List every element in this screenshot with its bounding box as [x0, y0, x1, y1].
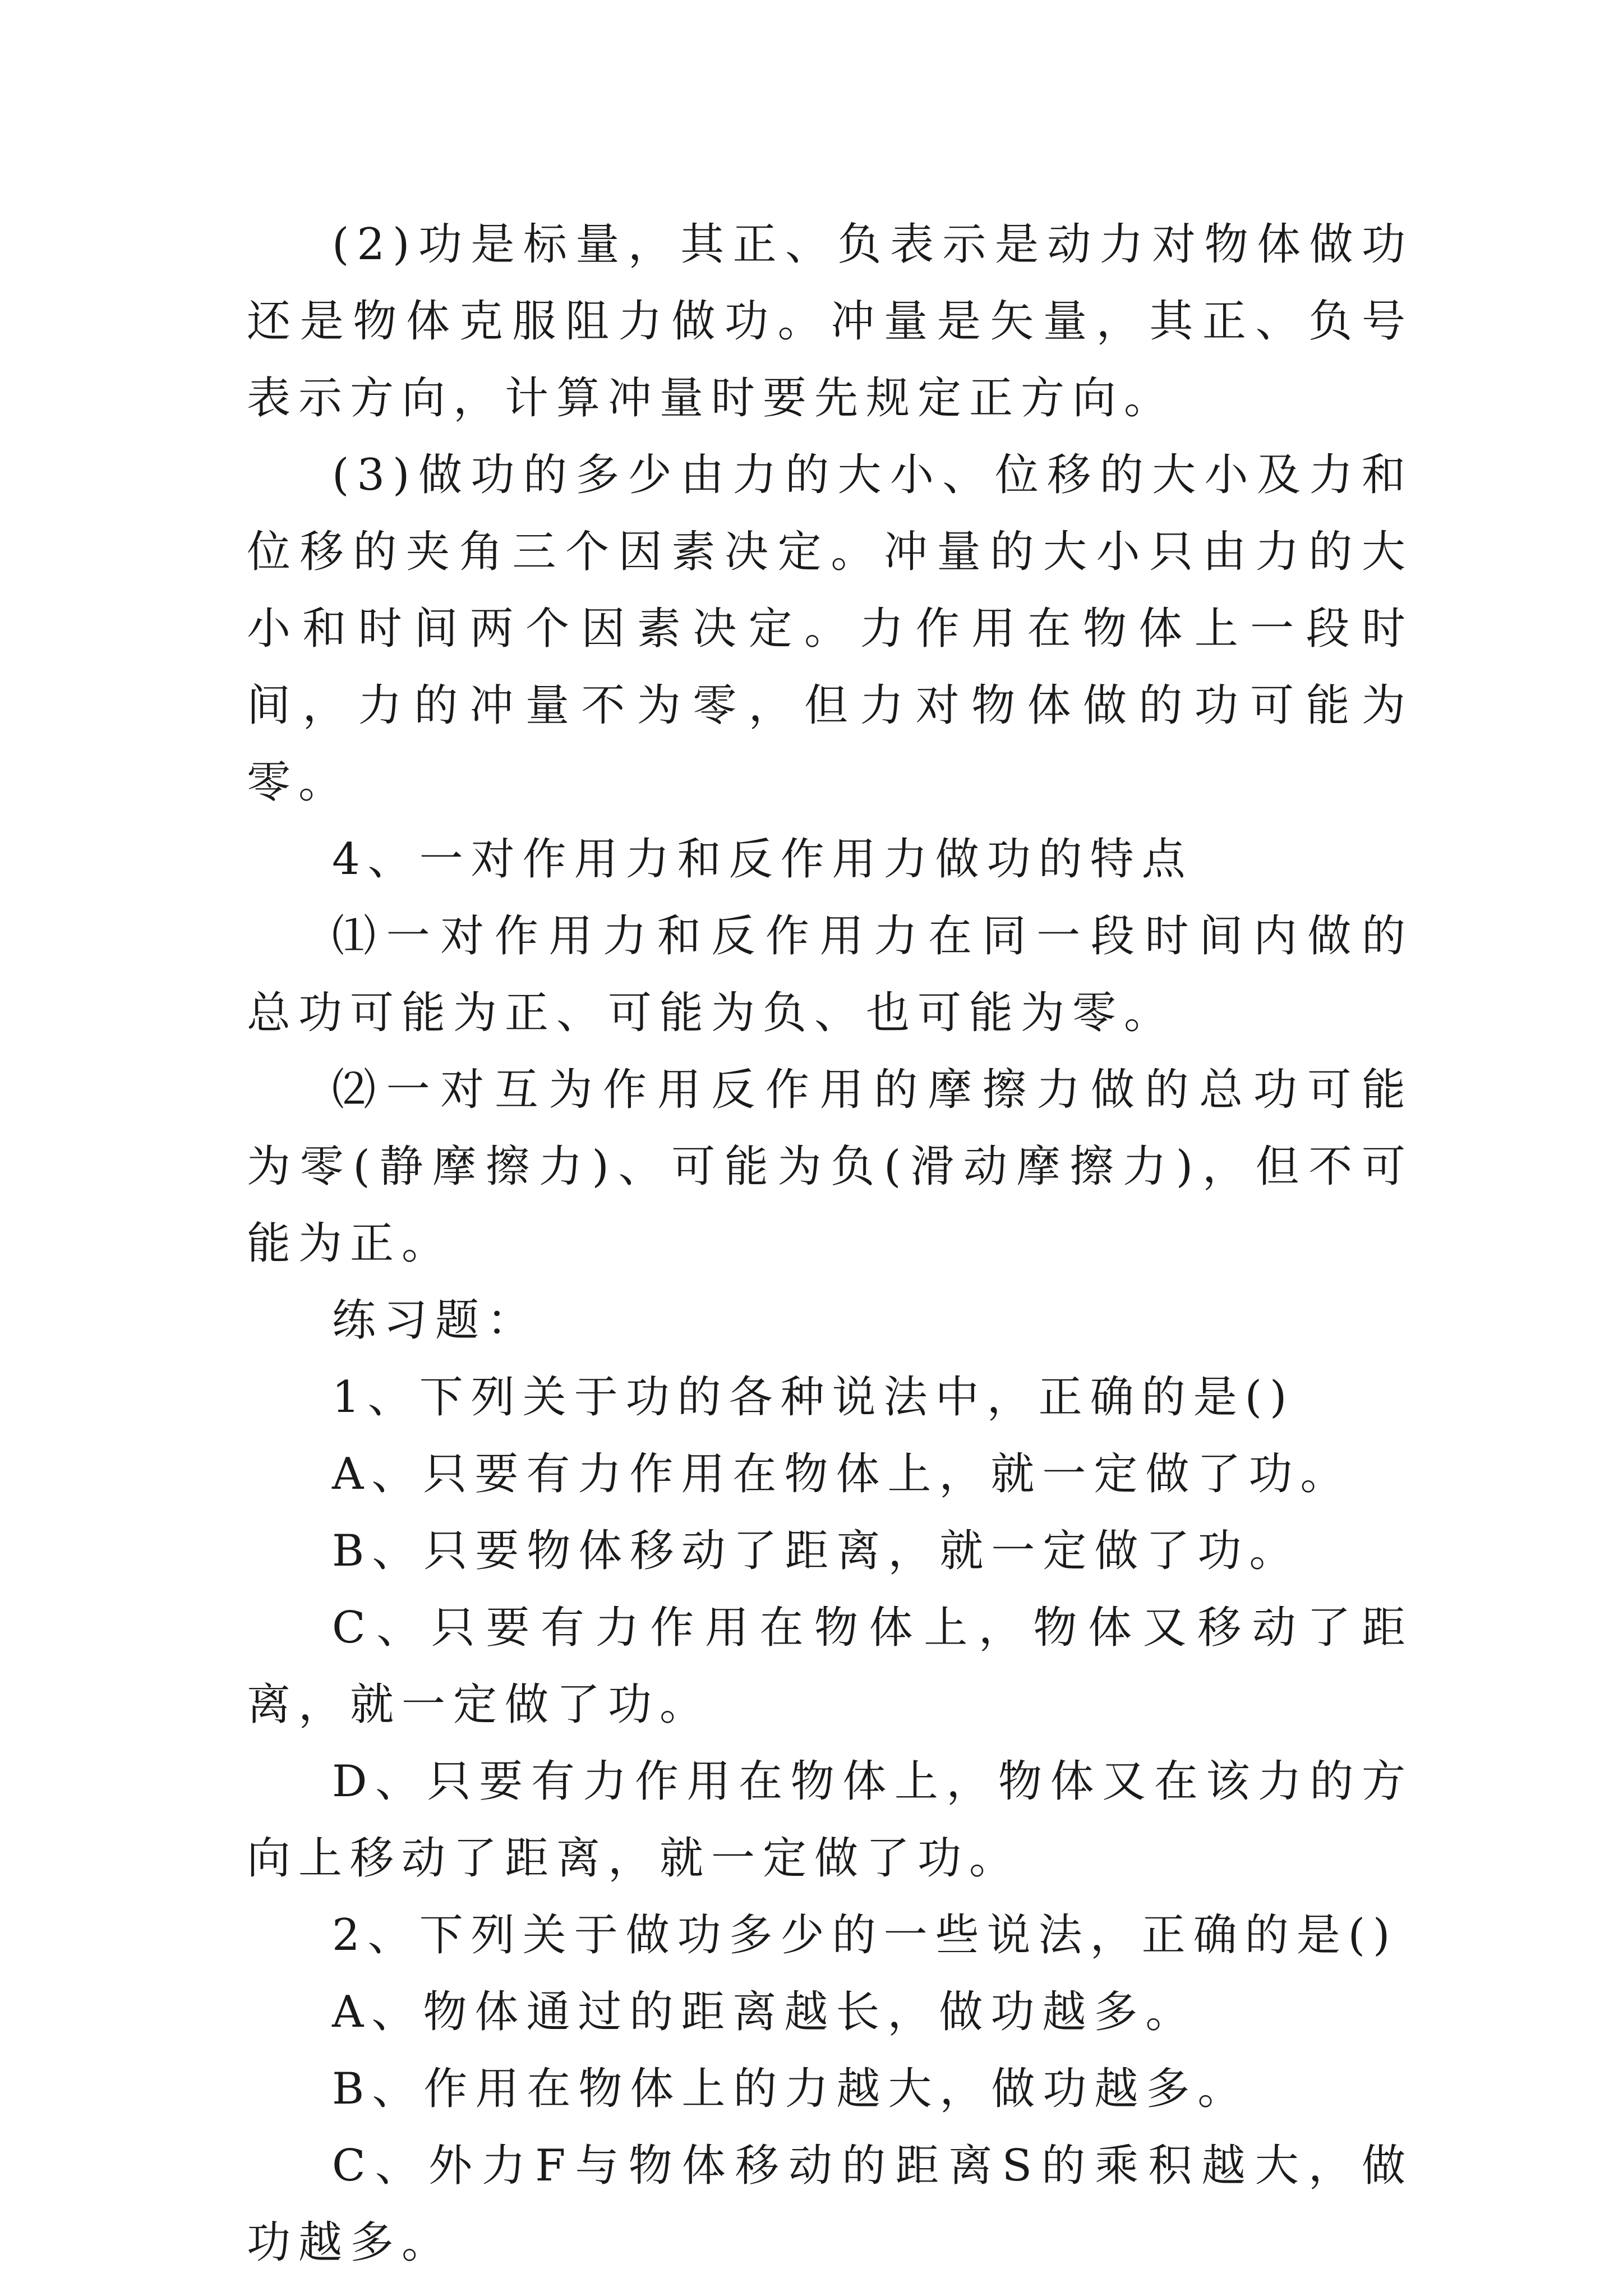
question-1-option-a: A、只要有力作用在物体上，就一定做了功。	[332, 1449, 1352, 1499]
question-1: 1、下列关于功的各种说法中，正确的是()	[332, 1372, 1295, 1423]
question-2-option-c: C、外力F与物体移动的距离S的乘积越大，做功越多。	[247, 2141, 1413, 2268]
section-heading-action-reaction: 4、一对作用力和反作用力做功的特点	[332, 834, 1193, 885]
question-1-option-d: D、只要有力作用在物体上，物体又在该力的方向上移动了距离，就一定做了功。	[247, 1756, 1413, 1884]
question-2: 2、下列关于做功多少的一些说法，正确的是()	[332, 1910, 1398, 1961]
paragraph-friction-total-work: ⑵一对互为作用反作用的摩擦力做的总功可能为零(静摩擦力)、可能为负(滑动摩擦力)，但不可能为正。	[247, 1065, 1413, 1269]
question-1-option-b: B、只要物体移动了距离，就一定做了功。	[332, 1526, 1301, 1576]
exercises-heading: 练习题：	[332, 1295, 539, 1346]
question-1-option-c: C、只要有力作用在物体上，物体又移动了距离，就一定做了功。	[247, 1603, 1413, 1730]
document-body	[247, 206, 1413, 2281]
question-2-option-a: A、物体通过的距离越长，做功越多。	[332, 1987, 1197, 2037]
paragraph-work-factors: (3)做功的多少由力的大小、位移的大小及力和位移的夹角三个因素决定。冲量的大小只由力的大小和时间两个因素决定。力作用在物体上一段时间，力的冲量不为零，但力对物体做的功可能为零。	[247, 450, 1413, 808]
paragraph-action-reaction-total-work: ⑴一对作用力和反作用力在同一段时间内做的总功可能为正、可能为负、也可能为零。	[247, 911, 1413, 1038]
paragraph-work-scalar: (2)功是标量，其正、负表示是动力对物体做功还是物体克服阻力做功。冲量是矢量，其正、负号表示方向，计算冲量时要先规定正方向。	[247, 219, 1413, 424]
question-2-option-b: B、作用在物体上的力越大，做功越多。	[332, 2064, 1249, 2114]
